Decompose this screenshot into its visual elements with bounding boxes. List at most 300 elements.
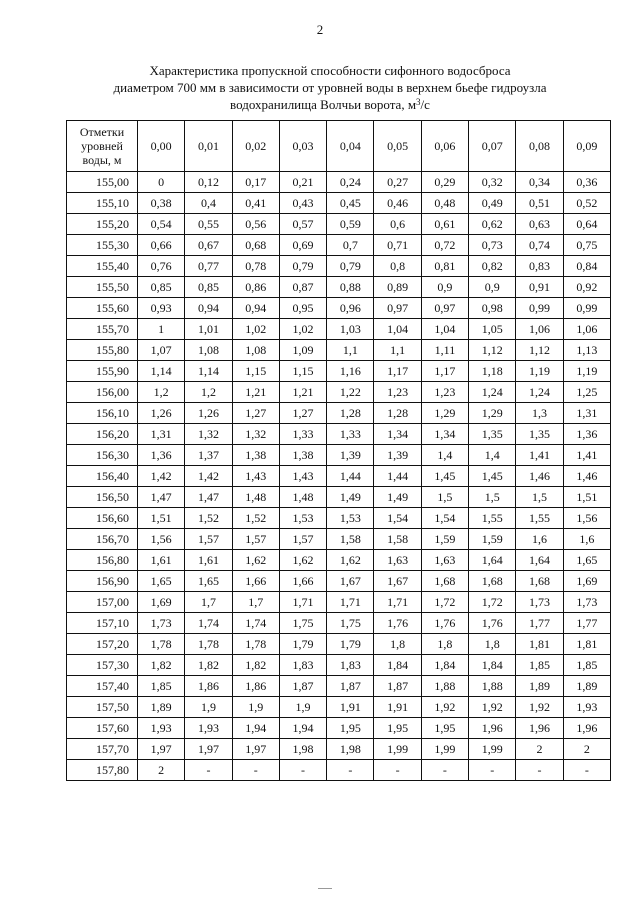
discharge-cell: 0,49 xyxy=(469,193,516,214)
discharge-cell: 1,48 xyxy=(232,487,279,508)
discharge-cell: 1,68 xyxy=(469,571,516,592)
water-level-cell: 157,70 xyxy=(67,739,138,760)
discharge-cell: 1,34 xyxy=(374,424,421,445)
scan-mark xyxy=(318,888,332,889)
discharge-cell: - xyxy=(516,760,563,781)
discharge-cell: 1,43 xyxy=(279,466,326,487)
discharge-cell: 1,73 xyxy=(516,592,563,613)
discharge-cell: 1,92 xyxy=(516,697,563,718)
discharge-cell: 1,31 xyxy=(138,424,185,445)
discharge-cell: 1,39 xyxy=(374,445,421,466)
discharge-cell: 0,91 xyxy=(516,277,563,298)
discharge-cell: 1,93 xyxy=(138,718,185,739)
discharge-cell: 1,51 xyxy=(563,487,610,508)
discharge-cell: 1,07 xyxy=(138,340,185,361)
discharge-cell: 0,78 xyxy=(232,256,279,277)
discharge-cell: 0,68 xyxy=(232,235,279,256)
discharge-cell: 0,52 xyxy=(563,193,610,214)
discharge-cell: 1,06 xyxy=(516,319,563,340)
discharge-cell: 1,91 xyxy=(374,697,421,718)
table-row xyxy=(67,361,611,382)
discharge-cell: 1,24 xyxy=(516,382,563,403)
water-level-cell: 157,50 xyxy=(67,697,138,718)
discharge-cell: 1,73 xyxy=(138,613,185,634)
discharge-cell: 1,42 xyxy=(185,466,232,487)
discharge-cell: 1,77 xyxy=(516,613,563,634)
discharge-cell: 1,74 xyxy=(232,613,279,634)
discharge-cell: 0,74 xyxy=(516,235,563,256)
discharge-cell: 1,75 xyxy=(327,613,374,634)
discharge-cell: 1,8 xyxy=(421,634,468,655)
discharge-cell: 1,74 xyxy=(185,613,232,634)
discharge-cell: 1,54 xyxy=(421,508,468,529)
water-level-cell: 156,80 xyxy=(67,550,138,571)
column-header: 0,06 xyxy=(421,121,468,172)
discharge-cell: 1,49 xyxy=(327,487,374,508)
discharge-cell: - xyxy=(279,760,326,781)
table-row xyxy=(67,298,611,319)
discharge-cell: 1,16 xyxy=(327,361,374,382)
discharge-cell: 1,76 xyxy=(421,613,468,634)
table-row xyxy=(67,172,611,193)
discharge-cell: 1,92 xyxy=(421,697,468,718)
water-level-cell: 155,00 xyxy=(67,172,138,193)
discharge-cell: 1,99 xyxy=(469,739,516,760)
discharge-cell: 1,1 xyxy=(327,340,374,361)
discharge-cell: 0,77 xyxy=(185,256,232,277)
discharge-cell: 1,58 xyxy=(374,529,421,550)
table-body xyxy=(67,172,611,781)
discharge-cell: 1,89 xyxy=(516,676,563,697)
discharge-cell: 1,2 xyxy=(185,382,232,403)
discharge-cell: 1,81 xyxy=(516,634,563,655)
discharge-cell: 1,6 xyxy=(563,529,610,550)
discharge-cell: 1 xyxy=(138,319,185,340)
discharge-cell: 1,24 xyxy=(469,382,516,403)
water-level-cell: 155,90 xyxy=(67,361,138,382)
discharge-cell: 0,4 xyxy=(185,193,232,214)
discharge-cell: 1,66 xyxy=(232,571,279,592)
discharge-cell: 1,04 xyxy=(421,319,468,340)
discharge-cell: 1,5 xyxy=(469,487,516,508)
column-header: 0,08 xyxy=(516,121,563,172)
discharge-cell: 1,62 xyxy=(279,550,326,571)
discharge-cell: 0,99 xyxy=(516,298,563,319)
discharge-cell: 1,21 xyxy=(279,382,326,403)
discharge-cell: 1,06 xyxy=(563,319,610,340)
discharge-cell: 2 xyxy=(516,739,563,760)
title-unit-tail: /с xyxy=(420,97,430,112)
discharge-cell: 0,98 xyxy=(469,298,516,319)
corner-header-line: Отметки xyxy=(79,125,125,139)
discharge-cell: 1,43 xyxy=(232,466,279,487)
discharge-cell: 1,84 xyxy=(469,655,516,676)
discharge-cell: 0,64 xyxy=(563,214,610,235)
water-level-cell: 157,40 xyxy=(67,676,138,697)
discharge-cell: 1,1 xyxy=(374,340,421,361)
column-header: 0,02 xyxy=(232,121,279,172)
discharge-cell: 1,9 xyxy=(185,697,232,718)
discharge-cell: 1,76 xyxy=(469,613,516,634)
discharge-cell: 0,51 xyxy=(516,193,563,214)
discharge-cell: 1,52 xyxy=(232,508,279,529)
table-row xyxy=(67,550,611,571)
discharge-cell: 0,82 xyxy=(469,256,516,277)
discharge-cell: 1,93 xyxy=(563,697,610,718)
table-row xyxy=(67,193,611,214)
title-line-3 xyxy=(80,96,580,113)
discharge-cell: 1,79 xyxy=(327,634,374,655)
discharge-cell: 1,33 xyxy=(279,424,326,445)
discharge-cell: 1,65 xyxy=(185,571,232,592)
water-level-cell: 157,80 xyxy=(67,760,138,781)
discharge-cell: 1,62 xyxy=(232,550,279,571)
table-row xyxy=(67,424,611,445)
discharge-cell: 1,4 xyxy=(421,445,468,466)
discharge-cell: 1,95 xyxy=(374,718,421,739)
discharge-cell: 1,05 xyxy=(469,319,516,340)
discharge-cell: - xyxy=(374,760,421,781)
water-level-cell: 156,90 xyxy=(67,571,138,592)
corner-header-line: воды, м xyxy=(82,153,122,167)
table-row xyxy=(67,571,611,592)
discharge-cell: 0,8 xyxy=(374,256,421,277)
discharge-cell: 0,48 xyxy=(421,193,468,214)
table-row xyxy=(67,592,611,613)
discharge-cell: 0,87 xyxy=(279,277,326,298)
discharge-cell: 0,9 xyxy=(421,277,468,298)
discharge-cell: 0,93 xyxy=(138,298,185,319)
title-line-1: Характеристика пропускной способности сифонного водосброса xyxy=(149,63,511,78)
discharge-cell: 1,59 xyxy=(469,529,516,550)
discharge-cell: 1,63 xyxy=(421,550,468,571)
water-level-cell: 155,60 xyxy=(67,298,138,319)
discharge-cell: 1,02 xyxy=(232,319,279,340)
discharge-cell: - xyxy=(185,760,232,781)
table-header-row xyxy=(67,121,611,172)
discharge-cell: 1,23 xyxy=(421,382,468,403)
discharge-cell: 0,57 xyxy=(279,214,326,235)
discharge-cell: 0,32 xyxy=(469,172,516,193)
discharge-cell: 1,71 xyxy=(279,592,326,613)
water-level-cell: 156,30 xyxy=(67,445,138,466)
discharge-cell: 1,89 xyxy=(138,697,185,718)
discharge-cell: 1,91 xyxy=(327,697,374,718)
discharge-cell: 0,7 xyxy=(327,235,374,256)
discharge-cell: 0,75 xyxy=(563,235,610,256)
discharge-cell: 1,96 xyxy=(563,718,610,739)
discharge-cell: - xyxy=(563,760,610,781)
discharge-cell: 1,65 xyxy=(138,571,185,592)
water-level-cell: 156,70 xyxy=(67,529,138,550)
discharge-cell: 1,84 xyxy=(421,655,468,676)
table-row xyxy=(67,382,611,403)
discharge-cell: 1,13 xyxy=(563,340,610,361)
table-row xyxy=(67,634,611,655)
discharge-cell: 1,78 xyxy=(185,634,232,655)
table-row xyxy=(67,676,611,697)
discharge-cell: 0,94 xyxy=(232,298,279,319)
discharge-cell: 1,94 xyxy=(232,718,279,739)
discharge-cell: 0,43 xyxy=(279,193,326,214)
discharge-cell: 0,84 xyxy=(563,256,610,277)
discharge-cell: 1,35 xyxy=(516,424,563,445)
discharge-cell: 1,39 xyxy=(327,445,374,466)
discharge-cell: 1,87 xyxy=(279,676,326,697)
discharge-cell: 1,85 xyxy=(563,655,610,676)
table-row xyxy=(67,613,611,634)
discharge-cell: 1,68 xyxy=(421,571,468,592)
discharge-cell: 0,9 xyxy=(469,277,516,298)
water-level-cell: 155,40 xyxy=(67,256,138,277)
discharge-cell: 1,11 xyxy=(421,340,468,361)
table-row xyxy=(67,235,611,256)
discharge-cell: 2 xyxy=(138,760,185,781)
discharge-cell: 1,3 xyxy=(516,403,563,424)
discharge-cell: 1,37 xyxy=(185,445,232,466)
discharge-cell: 1,33 xyxy=(327,424,374,445)
discharge-cell: 1,4 xyxy=(469,445,516,466)
discharge-cell: 0,95 xyxy=(279,298,326,319)
column-header: 0,03 xyxy=(279,121,326,172)
discharge-cell: 1,78 xyxy=(232,634,279,655)
discharge-cell: 1,41 xyxy=(563,445,610,466)
discharge-cell: 0,86 xyxy=(232,277,279,298)
discharge-cell: 1,82 xyxy=(138,655,185,676)
discharge-cell: 0,89 xyxy=(374,277,421,298)
discharge-cell: 0,34 xyxy=(516,172,563,193)
discharge-cell: 1,9 xyxy=(279,697,326,718)
discharge-cell: 1,72 xyxy=(421,592,468,613)
discharge-cell: 0,73 xyxy=(469,235,516,256)
discharge-cell: 1,46 xyxy=(516,466,563,487)
discharge-cell: 1,12 xyxy=(469,340,516,361)
discharge-cell: 1,96 xyxy=(516,718,563,739)
discharge-cell: 1,75 xyxy=(279,613,326,634)
discharge-cell: 1,69 xyxy=(563,571,610,592)
discharge-cell: 1,79 xyxy=(279,634,326,655)
title-line-2: диаметром 700 мм в зависимости от уровней воды в верхнем бьефе гидроузла xyxy=(113,80,547,95)
discharge-cell: 1,59 xyxy=(421,529,468,550)
discharge-cell: 1,67 xyxy=(327,571,374,592)
discharge-cell: 1,51 xyxy=(138,508,185,529)
discharge-cell: 1,99 xyxy=(374,739,421,760)
discharge-cell: 1,97 xyxy=(138,739,185,760)
discharge-cell: 0,21 xyxy=(279,172,326,193)
discharge-cell: 1,34 xyxy=(421,424,468,445)
discharge-cell: 1,47 xyxy=(185,487,232,508)
water-level-cell: 157,60 xyxy=(67,718,138,739)
table-row xyxy=(67,256,611,277)
discharge-cell: 0,56 xyxy=(232,214,279,235)
column-header: 0,05 xyxy=(374,121,421,172)
discharge-cell: 1,01 xyxy=(185,319,232,340)
discharge-cell: 1,88 xyxy=(469,676,516,697)
discharge-cell: 1,18 xyxy=(469,361,516,382)
discharge-cell: 1,73 xyxy=(563,592,610,613)
discharge-cell: 1,54 xyxy=(374,508,421,529)
discharge-cell: 1,7 xyxy=(232,592,279,613)
discharge-cell: 1,8 xyxy=(374,634,421,655)
discharge-cell: 1,15 xyxy=(232,361,279,382)
water-level-cell: 155,20 xyxy=(67,214,138,235)
discharge-cell: 1,14 xyxy=(138,361,185,382)
discharge-cell: 1,14 xyxy=(185,361,232,382)
discharge-cell: 1,93 xyxy=(185,718,232,739)
discharge-cell: 1,57 xyxy=(232,529,279,550)
water-level-cell: 155,30 xyxy=(67,235,138,256)
discharge-cell: 1,55 xyxy=(516,508,563,529)
discharge-cell: 1,71 xyxy=(327,592,374,613)
column-header: 0,00 xyxy=(138,121,185,172)
discharge-cell: 0,55 xyxy=(185,214,232,235)
discharge-cell: 1,83 xyxy=(279,655,326,676)
discharge-cell: 1,88 xyxy=(421,676,468,697)
discharge-cell: 0,27 xyxy=(374,172,421,193)
discharge-cell: 0,69 xyxy=(279,235,326,256)
discharge-cell: 1,5 xyxy=(421,487,468,508)
discharge-cell: 1,97 xyxy=(232,739,279,760)
table-row xyxy=(67,739,611,760)
discharge-cell: 0,67 xyxy=(185,235,232,256)
corner-header-line: уровней xyxy=(81,139,123,153)
discharge-cell: 1,29 xyxy=(469,403,516,424)
discharge-cell: 1,28 xyxy=(374,403,421,424)
water-level-cell: 157,00 xyxy=(67,592,138,613)
discharge-cell: 1,03 xyxy=(327,319,374,340)
discharge-cell: 0,66 xyxy=(138,235,185,256)
discharge-cell: 1,9 xyxy=(232,697,279,718)
table-row xyxy=(67,760,611,781)
water-level-cell: 156,40 xyxy=(67,466,138,487)
discharge-cell: 0,71 xyxy=(374,235,421,256)
discharge-cell: 1,6 xyxy=(516,529,563,550)
discharge-cell: 1,2 xyxy=(138,382,185,403)
discharge-cell: 1,92 xyxy=(469,697,516,718)
discharge-cell: 1,87 xyxy=(374,676,421,697)
discharge-cell: 0,85 xyxy=(138,277,185,298)
table-row xyxy=(67,340,611,361)
discharge-cell: 1,7 xyxy=(185,592,232,613)
discharge-cell: 0,76 xyxy=(138,256,185,277)
discharge-cell: 1,94 xyxy=(279,718,326,739)
discharge-cell: 1,08 xyxy=(232,340,279,361)
discharge-cell: 1,44 xyxy=(374,466,421,487)
discharge-cell: 1,65 xyxy=(563,550,610,571)
discharge-cell: 1,56 xyxy=(563,508,610,529)
water-level-cell: 156,10 xyxy=(67,403,138,424)
discharge-cell: 1,55 xyxy=(469,508,516,529)
discharge-cell: 0,17 xyxy=(232,172,279,193)
water-level-cell: 156,50 xyxy=(67,487,138,508)
discharge-cell: 1,09 xyxy=(279,340,326,361)
discharge-cell: 1,36 xyxy=(138,445,185,466)
discharge-cell: 1,38 xyxy=(279,445,326,466)
discharge-cell: 0,41 xyxy=(232,193,279,214)
discharge-cell: 1,8 xyxy=(469,634,516,655)
discharge-cell: 1,61 xyxy=(138,550,185,571)
discharge-cell: 1,28 xyxy=(327,403,374,424)
discharge-cell: 1,82 xyxy=(232,655,279,676)
discharge-cell: 1,53 xyxy=(279,508,326,529)
discharge-cell: 0,72 xyxy=(421,235,468,256)
discharge-cell: 1,71 xyxy=(374,592,421,613)
discharge-cell: 1,19 xyxy=(563,361,610,382)
discharge-cell: 1,67 xyxy=(374,571,421,592)
discharge-cell: 0,97 xyxy=(374,298,421,319)
discharge-cell: 1,76 xyxy=(374,613,421,634)
column-header: 0,09 xyxy=(563,121,610,172)
discharge-cell: 1,02 xyxy=(279,319,326,340)
discharge-cell: 2 xyxy=(563,739,610,760)
table-row xyxy=(67,277,611,298)
title-unit-superscript: 3 xyxy=(416,97,421,107)
discharge-cell: 1,78 xyxy=(138,634,185,655)
discharge-cell: 1,53 xyxy=(327,508,374,529)
discharge-cell: 0,62 xyxy=(469,214,516,235)
discharge-cell: 1,95 xyxy=(421,718,468,739)
discharge-cell: 0,79 xyxy=(279,256,326,277)
table-row xyxy=(67,445,611,466)
discharge-cell: 0,63 xyxy=(516,214,563,235)
discharge-cell: 0,45 xyxy=(327,193,374,214)
water-level-cell: 156,00 xyxy=(67,382,138,403)
discharge-cell: 0,88 xyxy=(327,277,374,298)
discharge-cell: 1,49 xyxy=(374,487,421,508)
discharge-cell: 1,63 xyxy=(374,550,421,571)
discharge-cell: - xyxy=(232,760,279,781)
water-level-cell: 155,80 xyxy=(67,340,138,361)
discharge-cell: 1,45 xyxy=(469,466,516,487)
discharge-cell: 0,83 xyxy=(516,256,563,277)
table-row xyxy=(67,697,611,718)
discharge-cell: 0,81 xyxy=(421,256,468,277)
discharge-cell: 1,69 xyxy=(138,592,185,613)
table-row xyxy=(67,655,611,676)
discharge-cell: 1,86 xyxy=(232,676,279,697)
discharge-cell: 1,38 xyxy=(232,445,279,466)
water-level-cell: 157,30 xyxy=(67,655,138,676)
table-row xyxy=(67,508,611,529)
discharge-cell: 1,04 xyxy=(374,319,421,340)
discharge-cell: 1,89 xyxy=(563,676,610,697)
table-row xyxy=(67,319,611,340)
discharge-cell: 1,12 xyxy=(516,340,563,361)
discharge-cell: 1,96 xyxy=(469,718,516,739)
discharge-cell: 1,87 xyxy=(327,676,374,697)
discharge-cell: 1,68 xyxy=(516,571,563,592)
discharge-cell: 1,52 xyxy=(185,508,232,529)
discharge-cell: 0,24 xyxy=(327,172,374,193)
discharge-cell: 0,38 xyxy=(138,193,185,214)
discharge-cell: 1,56 xyxy=(138,529,185,550)
discharge-cell: 0,59 xyxy=(327,214,374,235)
table-row xyxy=(67,403,611,424)
discharge-cell: 1,32 xyxy=(185,424,232,445)
water-level-cell: 156,60 xyxy=(67,508,138,529)
discharge-cell: 1,45 xyxy=(421,466,468,487)
discharge-cell: 1,83 xyxy=(327,655,374,676)
discharge-cell: 1,61 xyxy=(185,550,232,571)
discharge-cell: 1,82 xyxy=(185,655,232,676)
discharge-cell: - xyxy=(421,760,468,781)
discharge-cell: 1,32 xyxy=(232,424,279,445)
table-row xyxy=(67,529,611,550)
discharge-cell: 1,17 xyxy=(421,361,468,382)
discharge-cell: 1,36 xyxy=(563,424,610,445)
discharge-cell: 1,15 xyxy=(279,361,326,382)
discharge-cell: 1,64 xyxy=(516,550,563,571)
